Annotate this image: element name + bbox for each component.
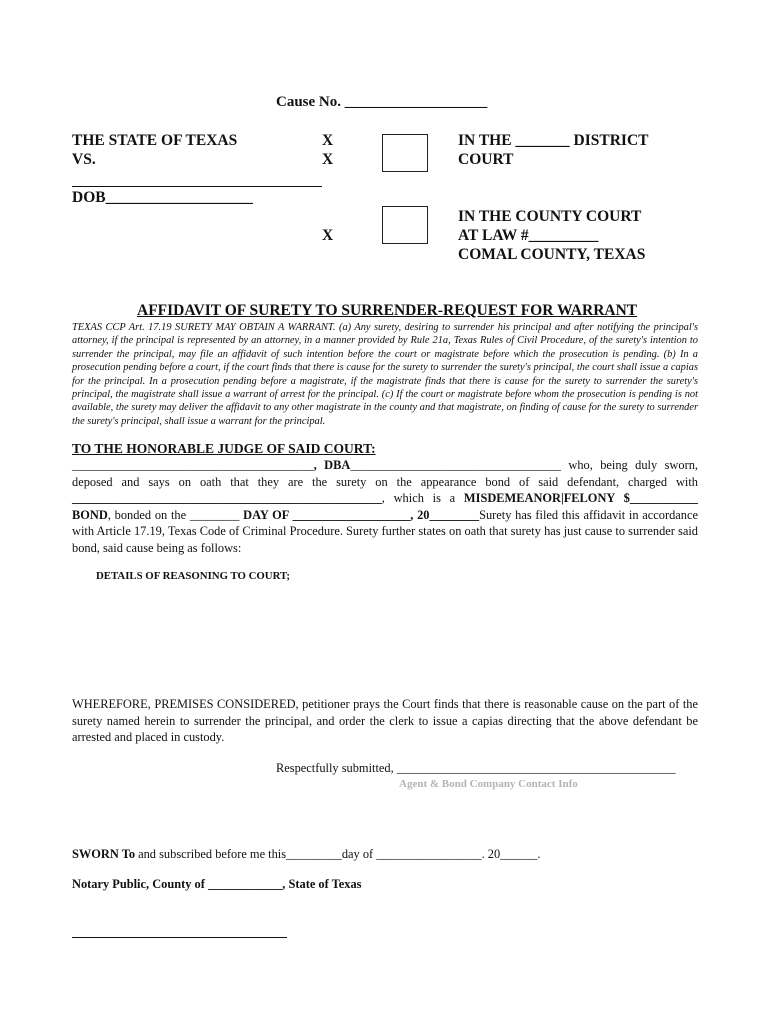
bond-month-blank[interactable]: ___________________	[292, 507, 411, 522]
county-court-line3: COMAL COUNTY, TEXAS	[458, 246, 646, 263]
state-of-texas: THE STATE OF TEXAS	[72, 132, 238, 149]
sworn-period: .	[537, 847, 541, 861]
respectfully-submitted: Respectfully submitted, _____________________________________________	[276, 761, 676, 775]
misdemeanor-felony: MISDEMEANOR|FELONY	[463, 491, 615, 505]
sworn-day-of: day of	[341, 847, 377, 861]
body-text-which: , which is a	[381, 491, 464, 505]
county-court-line2: AT LAW #_________	[458, 227, 599, 244]
bond-year-blank[interactable]: ________	[429, 507, 480, 522]
bond-amount-blank[interactable]: $___________	[614, 491, 698, 505]
county-court-checkbox[interactable]	[382, 206, 428, 244]
district-court-line2: COURT	[458, 151, 514, 168]
body-text-rest: Surety has filed this affidavit in accordance with Article 17.19, Texas Code of Criminal Procedure. Surety further states on oath that surety has just cause to surrender said bond, said cause being as follows:	[72, 507, 698, 555]
salutation: TO THE HONORABLE JUDGE OF SAID COURT:	[72, 441, 376, 456]
county-court-line1: IN THE COUNTY COURT	[458, 208, 642, 225]
versus: VS.	[72, 151, 96, 168]
surety-name-blank[interactable]: _______________________________________	[72, 458, 314, 472]
district-court-checkbox[interactable]	[382, 134, 428, 172]
sworn-day-blank[interactable]: _________	[286, 847, 342, 861]
sworn-to-label: SWORN To	[72, 847, 136, 861]
affidavit-body	[72, 457, 698, 556]
bond-label: BOND	[72, 507, 108, 522]
agent-contact-info: Agent & Bond Company Contact Info	[399, 778, 578, 790]
district-court-line1: IN THE _______ DISTRICT	[458, 132, 649, 149]
year-prefix: , 20	[410, 507, 430, 522]
cause-number: Cause No. ___________________	[276, 94, 488, 110]
sworn-year-blank[interactable]: ______	[500, 847, 538, 861]
body-text-bonded: , bonded on the	[107, 507, 190, 522]
dba-blank[interactable]: __________________________________	[350, 458, 561, 472]
x-mark-2: X	[322, 151, 334, 168]
x-mark-3: X	[322, 227, 334, 244]
defendant-name-line	[72, 186, 322, 187]
x-mark-1: X	[322, 132, 334, 149]
sworn-month-blank[interactable]: _________________	[376, 847, 482, 861]
bond-day-blank[interactable]: ________	[189, 507, 240, 522]
sworn-line	[72, 847, 540, 862]
sworn-text: and subscribed before me this	[135, 847, 287, 861]
sworn-year-prefix: . 20	[481, 847, 501, 861]
wherefore-paragraph: WHEREFORE, PREMISES CONSIDERED, petitioner prays the Court finds that there is reasonable cause on the part of the surety named herein to surrender the principal, and order the clerk to issue a capias directing that the above defendant be arrested and placed in custody.	[72, 697, 698, 744]
notary-line: Notary Public, County of ____________, State of Texas	[72, 877, 362, 891]
charge-blank[interactable]: __________________________________________________	[72, 491, 382, 505]
dba-label: , DBA	[313, 458, 351, 472]
day-of-label: DAY OF	[239, 507, 293, 522]
details-heading: DETAILS OF REASONING TO COURT;	[96, 570, 291, 582]
body-text-sworn: who, being duly sworn, deposed and says on oath that they are the surety on the appearance bond of said defendant, charged with	[72, 458, 698, 489]
statute-text: TEXAS CCP Art. 17.19 SURETY MAY OBTAIN A WARRANT. (a) Any surety, desiring to surrender his principal and after notifying the principal's attorney, if the principal is represented by an attorney, in a manner provided by Rule 21a, Texas Rules of Civil Procedure, of the surety's intention to surrender the principal, may file an affidavit of such intention before the court or magistrate before which the prosecution is pending. (b) In a prosecution pending before a court, if the court finds that there is cause for the surety to surrender the surety's principal, the court shall issue a capias for the principal. In a prosecution pending before a magistrate, if the magistrate finds that there is cause for the surety to surrender the surety's principal, the magistrate shall issue a warrant of arrest for the principal. (c) If the court or magistrate before whom the prosecution is pending is not available, the surety may deliver the affidavit to any other magistrate in the county and that magistrate, on finding of cause for the surety to surrender the surety's principal, shall issue a warrant for the principal.	[72, 322, 698, 427]
notary-signature-line[interactable]	[72, 937, 287, 938]
dob-field: DOB___________________	[72, 189, 253, 206]
affidavit-title: AFFIDAVIT OF SURETY TO SURRENDER-REQUEST FOR WARRANT	[137, 302, 638, 319]
